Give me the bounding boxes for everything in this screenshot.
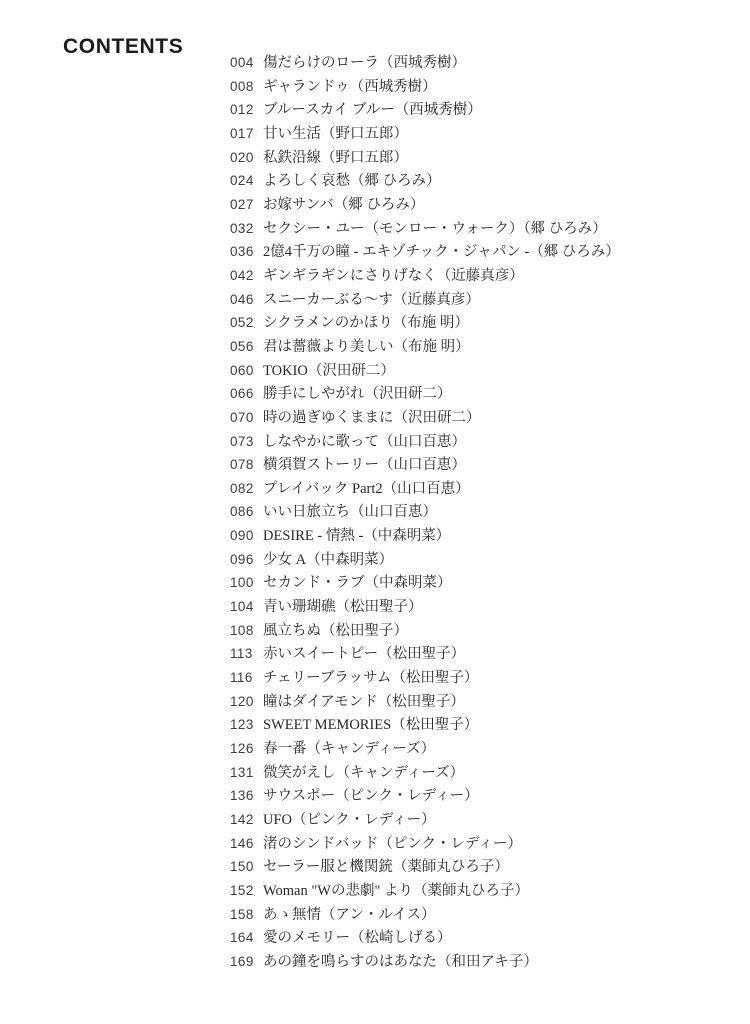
song-title: セーラー服と機関銃（薬師丸ひろ子）: [263, 859, 509, 876]
toc-row: [230, 98, 620, 122]
song-title: ブルースカイ ブルー（西城秀樹）: [263, 102, 482, 119]
page-number: 027: [230, 196, 254, 212]
toc-row: [230, 193, 620, 217]
toc-list: [230, 51, 620, 974]
page-number: 116: [230, 670, 253, 686]
song-title: 微笑がえし（キャンディーズ）: [263, 764, 465, 781]
toc-row: [230, 619, 620, 643]
toc-row: [230, 240, 620, 264]
toc-row: [230, 169, 620, 193]
song-title: UFO（ピンク・レディー）: [263, 812, 436, 828]
toc-row: [230, 595, 620, 619]
song-title: ギンギラギンにさりげなく（近藤真彦）: [263, 267, 524, 284]
toc-row: [230, 453, 620, 477]
song-title: シクラメンのかほり（布施 明）: [263, 315, 469, 332]
song-title: 瞳はダイアモンド（松田聖子）: [263, 693, 465, 710]
song-title: 時の過ぎゆくままに（沢田研二）: [263, 409, 481, 426]
toc-row: [230, 51, 620, 75]
toc-row: [230, 217, 620, 241]
page-number: 113: [230, 646, 253, 662]
toc-row: [230, 879, 620, 903]
song-title: しなやかに歌って（山口百恵）: [263, 433, 466, 450]
song-title: DESIRE - 情熱 -（中森明菜）: [263, 528, 451, 545]
page-number: 082: [230, 480, 254, 496]
page-number: 032: [230, 220, 254, 236]
page-number: 024: [230, 173, 254, 189]
page-number: 012: [230, 102, 254, 118]
page-number: 108: [230, 622, 254, 638]
toc-row: [230, 264, 620, 288]
song-title: あの鐘を鳴らすのはあなた（和田アキ子）: [263, 953, 538, 970]
song-title: プレイバック Part2（山口百恵）: [263, 480, 470, 497]
toc-row: [230, 382, 620, 406]
toc-row: [230, 666, 620, 690]
page-number: 136: [230, 788, 254, 804]
song-title: あゝ無情（アン・ルイス）: [263, 906, 436, 923]
toc-row: [230, 430, 620, 454]
toc-row: [230, 855, 620, 879]
song-title: 甘い生活（野口五郎）: [263, 125, 408, 142]
toc-row: [230, 146, 620, 170]
page-number: 100: [230, 575, 254, 591]
song-title: 2億4千万の瞳 - エキゾチック・ジャパン -（郷 ひろみ）: [263, 244, 620, 261]
page-number: 086: [230, 504, 254, 520]
song-title: ギャランドゥ（西城秀樹）: [263, 78, 437, 95]
toc-row: [230, 406, 620, 430]
page-number: 169: [230, 953, 254, 969]
song-title: 傷だらけのローラ（西城秀樹）: [263, 55, 466, 71]
toc-row: [230, 690, 620, 714]
song-title: 横須賀ストーリー（山口百恵）: [263, 457, 466, 474]
toc-row: [230, 477, 620, 501]
toc-row: [230, 926, 620, 950]
song-title: いい日旅立ち（山口百恵）: [263, 504, 437, 521]
song-title: よろしく哀愁（郷 ひろみ）: [263, 173, 441, 190]
page-number: 150: [230, 859, 254, 875]
page-number: 142: [230, 812, 254, 827]
page-number: 152: [230, 882, 254, 898]
song-title: セカンド・ラブ（中森明菜）: [263, 575, 452, 592]
song-title: 赤いスイートピー（松田聖子）: [263, 646, 466, 663]
toc-row: [230, 335, 620, 359]
page-number: 042: [230, 267, 254, 283]
page-number: 090: [230, 528, 254, 544]
toc-row: [230, 500, 620, 524]
toc-row: [230, 571, 620, 595]
page-number: 096: [230, 551, 254, 567]
toc-row: [230, 122, 620, 146]
song-title: 君は薔薇より美しい（布施 明）: [263, 338, 470, 355]
page-number: 120: [230, 693, 254, 709]
page-number: 066: [230, 386, 254, 402]
page-number: 131: [230, 764, 254, 780]
song-title: お嫁サンバ（郷 ひろみ）: [263, 196, 425, 213]
song-title: スニーカーぶる～す（近藤真彦）: [263, 291, 480, 308]
song-title: 勝手にしやがれ（沢田研二）: [263, 386, 452, 403]
page-number: 060: [230, 362, 254, 378]
toc-row: [230, 808, 620, 832]
page-number: 078: [230, 457, 254, 473]
page-number: 008: [230, 78, 254, 94]
toc-row: [230, 288, 620, 312]
page-number: 123: [230, 717, 254, 733]
page-number: 036: [230, 244, 254, 260]
song-title: チェリーブラッサム（松田聖子）: [263, 670, 479, 687]
toc-row: [230, 903, 620, 927]
page-number: 052: [230, 315, 254, 331]
toc-row: [230, 75, 620, 99]
song-title: 渚のシンドバッド（ピンク・レディー）: [263, 835, 522, 852]
page-number: 104: [230, 599, 254, 615]
toc-row: [230, 524, 620, 548]
page-number: 073: [230, 433, 254, 449]
toc-row: [230, 359, 620, 383]
page-number: 164: [230, 930, 254, 946]
page-number: 158: [230, 906, 254, 922]
toc-row: [230, 832, 620, 856]
page-number: 056: [230, 338, 254, 354]
toc-row: [230, 784, 620, 808]
page-number: 046: [230, 291, 254, 307]
toc-row: [230, 737, 620, 761]
song-title: 風立ちぬ（松田聖子）: [263, 622, 408, 639]
page-number: 017: [230, 125, 254, 141]
song-title: 愛のメモリー（松崎しげる）: [263, 930, 452, 947]
song-title: TOKIO（沢田研二）: [263, 362, 395, 379]
page-number: 146: [230, 835, 254, 851]
song-title: 春一番（キャンディーズ）: [263, 741, 436, 758]
toc-row: [230, 950, 620, 974]
song-title: 私鉄沿線（野口五郎）: [263, 149, 408, 166]
toc-row: [230, 642, 620, 666]
page-number: 126: [230, 741, 254, 757]
page-number: 070: [230, 409, 254, 425]
song-title: SWEET MEMORIES（松田聖子）: [263, 717, 479, 734]
page-number: 020: [230, 149, 254, 165]
page-number: 004: [230, 55, 254, 70]
song-title: セクシー・ユー（モンロー・ウォーク）（郷 ひろみ）: [263, 220, 607, 237]
song-title: 少女 A（中森明菜）: [263, 551, 394, 568]
page-title: CONTENTS: [63, 35, 184, 58]
song-title: サウスポー（ピンク・レディー）: [263, 788, 479, 805]
toc-row: [230, 548, 620, 572]
song-title: Woman "Wの悲劇" より（薬師丸ひろ子）: [263, 882, 530, 899]
toc-row: [230, 713, 620, 737]
song-title: 青い珊瑚礁（松田聖子）: [263, 599, 423, 616]
toc-row: [230, 311, 620, 335]
toc-row: [230, 761, 620, 785]
